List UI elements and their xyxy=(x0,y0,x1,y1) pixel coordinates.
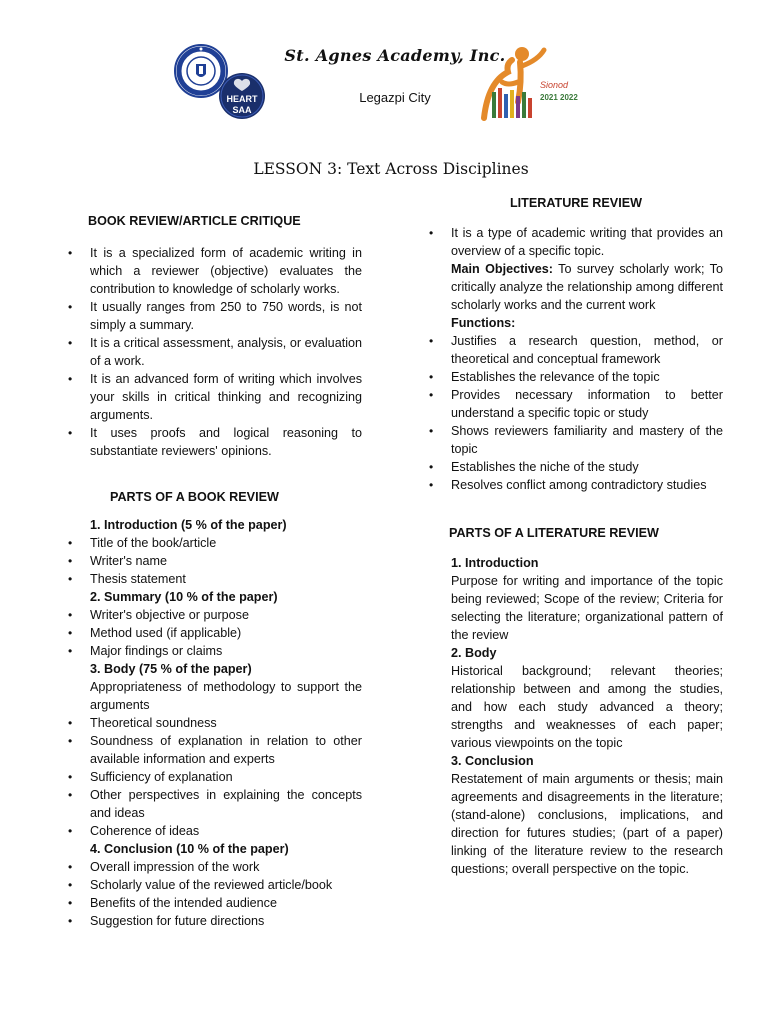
lr-intro-label: 1. Introduction xyxy=(451,556,539,570)
list-item: • Overall impression of the work xyxy=(68,858,362,876)
intro-list xyxy=(68,534,362,588)
list-item: • Scholarly value of the reviewed article/book xyxy=(68,876,362,894)
lr-intro-text: Purpose for writing and importance of the topic being reviewed; Scope of the review; Criteria for selecting the literature; organizational pattern of the review xyxy=(451,574,723,642)
lr-body-label: 2. Body xyxy=(451,646,497,660)
list-item: • Establishes the niche of the study xyxy=(429,458,723,476)
objectives-paragraph xyxy=(429,260,723,314)
list-item: • Theoretical soundness xyxy=(68,714,362,732)
list-item: • Title of the book/article xyxy=(68,534,362,552)
body-label: 3. Body (75 % of the paper) xyxy=(90,662,252,676)
saa-logo-text: SAA xyxy=(232,105,252,115)
body-text: Appropriateness of methodology to support the arguments xyxy=(90,680,362,712)
literature-review-heading: LITERATURE REVIEW xyxy=(509,196,642,210)
list-item: • It is a type of academic writing that provides an overview of a specific topic. xyxy=(429,224,723,260)
list-item: • It is an advanced form of writing which involves your skills in critical thinking and recognizing arguments. xyxy=(68,370,362,424)
intro-label: 1. Introduction (5 % of the paper) xyxy=(90,518,287,532)
list-item: • Soundness of explanation in relation to other available information and experts xyxy=(68,732,362,768)
lr-conclusion-text: Restatement of main arguments or thesis; main agreements and disagreements in the literature; (stand-alone) conclusions, implications, and direction for futures studies; (part of a paper) linking of the literature review to the research questions; overall perspective on the topic. xyxy=(451,772,723,876)
list-item: • Thesis statement xyxy=(68,570,362,588)
book-review-list xyxy=(68,244,362,460)
functions-label: Functions: xyxy=(451,316,516,330)
book-review-heading: BOOK REVIEW/ARTICLE CRITIQUE xyxy=(88,214,301,228)
school-name: St. Agnes Academy, Inc. xyxy=(284,46,506,65)
list-item: • Method used (if applicable) xyxy=(68,624,362,642)
literature-review-list xyxy=(429,224,723,260)
list-item: • It is a critical assessment, analysis, or evaluation of a work. xyxy=(68,334,362,370)
lr-body-text: Historical background; relevant theories; relationship between and among the studies, and how each study advanced a theory; strengths and weaknesses of each paper; various viewpoints on the topic xyxy=(451,664,723,750)
heart-logo-text: HEART xyxy=(226,94,258,104)
list-item: • Sufficiency of explanation xyxy=(68,768,362,786)
conclusion-list xyxy=(68,858,362,930)
list-item: • Writer's name xyxy=(68,552,362,570)
list-item: • Provides necessary information to better understand a specific topic or study xyxy=(429,386,723,422)
summary-list xyxy=(68,606,362,660)
list-item: • Benefits of the intended audience xyxy=(68,894,362,912)
lesson-title: LESSON 3: Text Across Disciplines xyxy=(253,160,529,178)
conclusion-label: 4. Conclusion (10 % of the paper) xyxy=(90,842,289,856)
list-item: • Resolves conflict among contradictory studies xyxy=(429,476,723,494)
objectives-text: To survey scholarly work; To critically analyze the relationship among different scholarly works and the current work xyxy=(451,262,723,312)
list-item: • It usually ranges from 250 to 750 words, is not simply a summary. xyxy=(68,298,362,334)
list-item: • Major findings or claims xyxy=(68,642,362,660)
list-item: • It uses proofs and logical reasoning to substantiate reviewers' opinions. xyxy=(68,424,362,460)
summary-label: 2. Summary (10 % of the paper) xyxy=(90,590,278,604)
parts-literature-review-heading: PARTS OF A LITERATURE REVIEW xyxy=(449,526,659,540)
school-city: Legazpi City xyxy=(359,90,431,105)
list-item: • Other perspectives in explaining the concepts and ideas xyxy=(68,786,362,822)
list-item: • Justifies a research question, method, or theoretical and conceptual framework xyxy=(429,332,723,368)
objectives-label: Main Objectives: xyxy=(451,262,553,276)
body-list xyxy=(68,714,362,840)
sionod-text: Sionod xyxy=(540,80,569,90)
list-item: • Shows reviewers familiarity and mastery of the topic xyxy=(429,422,723,458)
list-item: • Coherence of ideas xyxy=(68,822,362,840)
list-item: • Establishes the relevance of the topic xyxy=(429,368,723,386)
sionod-years: 2021 2022 xyxy=(540,93,578,102)
list-item: • Suggestion for future directions xyxy=(68,912,362,930)
list-item: • It is a specialized form of academic writing in which a reviewer (objective) evaluates the contribution to knowledge of scholarly works. xyxy=(68,244,362,298)
parts-book-review-heading: PARTS OF A BOOK REVIEW xyxy=(110,490,279,504)
left-column xyxy=(68,212,362,930)
lr-conclusion-label: 3. Conclusion xyxy=(451,754,534,768)
list-item: • Writer's objective or purpose xyxy=(68,606,362,624)
right-column xyxy=(429,194,723,878)
functions-list xyxy=(429,332,723,494)
